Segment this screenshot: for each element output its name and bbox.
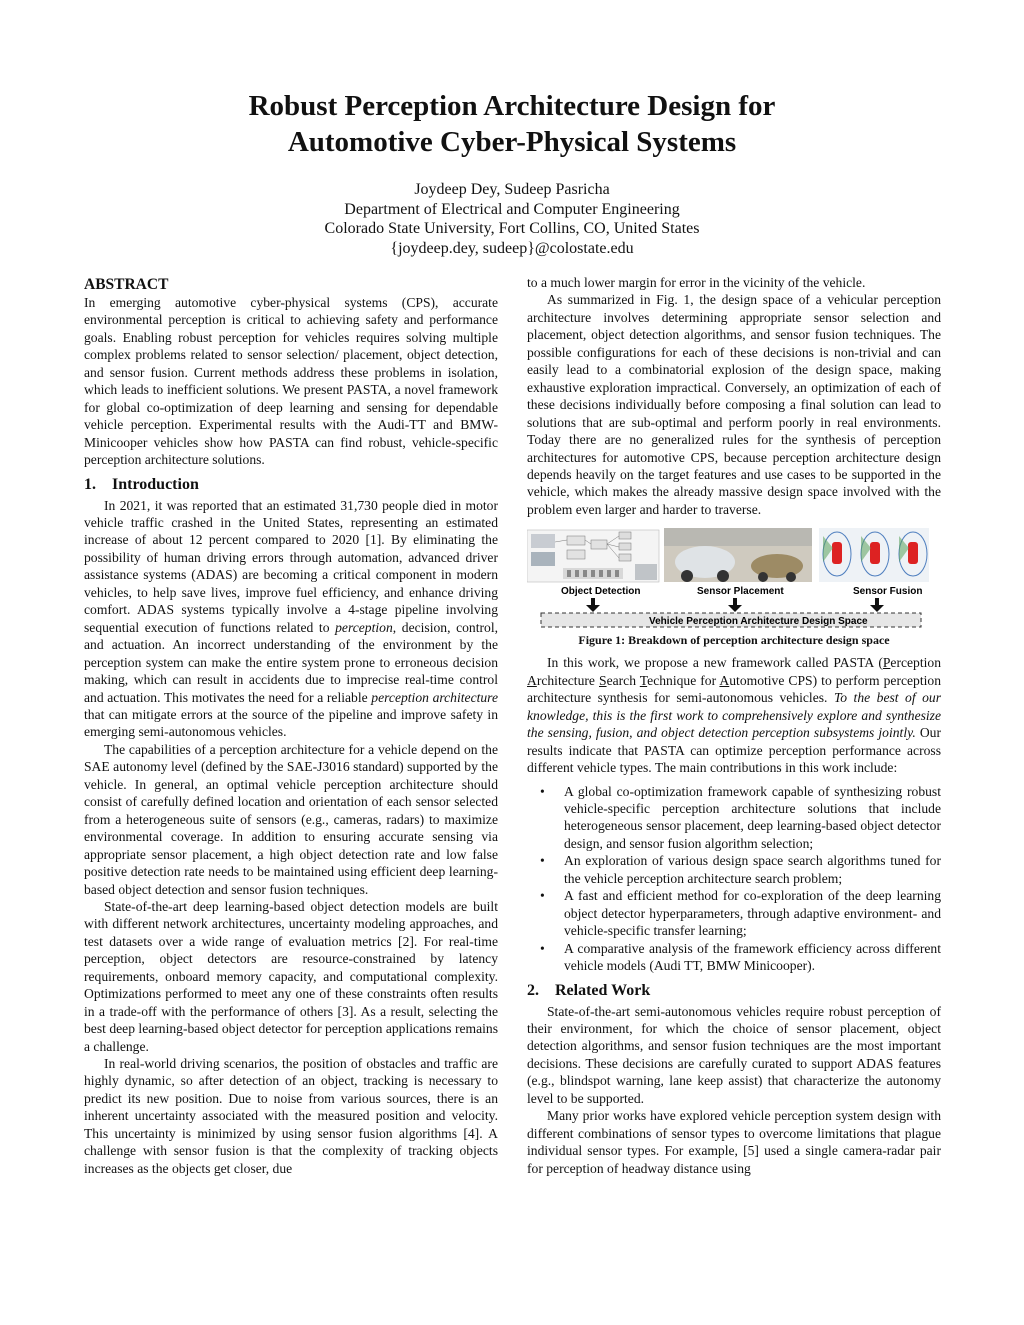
list-item-text: A global co-optimization framework capable of synthesizing robust vehicle-specific perception architecture solutions that include heterogeneous sensor placement, deep learning-based object detector design, and sensor fusion algorithm selection; (564, 783, 941, 851)
work-paragraph-1 (527, 654, 941, 776)
section-heading-related-work (527, 981, 941, 1001)
emphasis-perception-architecture: perception architecture (371, 689, 498, 705)
label-object-detection: Object Detection (561, 586, 641, 598)
text-run: In 2021, it was reported that an estimated 31,730 people died in motor vehicle traffic crashed in the United States, representing an estimated increase of about 12 percent compared to 2020 [1]. By eliminating the possibility of human driving errors through automation, advanced driver assistance systems (ADAS) are becoming a critical component in modern vehicles, to help save lives, improve fuel efficiency, and enhance driving comfort. ADAS systems typically involve a 4-stage pipeline involving sequential execution of functions related to (84, 497, 498, 635)
intro-paragraph-2: The capabilities of a perception architecture for a vehicle depend on the SAE autonomy level (defined by the SAE-J3016 standard) supported by the vehicle. In general, an optimal vehicle perception architecture should consist of carefully defined location and orientation of each sensor selected from a heterogeneous suite of sensors (e.g., cameras, radars) to maximize environmental coverage. In addition to ensuring accurate sensing via appropriate sensor placement, a high object detection rate and low false positive detection rate needs to be maintained using efficient deep learning-based object detection and sensor fusion techniques. (84, 741, 498, 897)
label-design-space: Vehicle Perception Architecture Design Space (649, 616, 868, 628)
text-run: rchitecture (536, 672, 599, 688)
list-item (527, 783, 941, 853)
label-sensor-placement: Sensor Placement (697, 586, 784, 598)
bullet-icon: • (540, 783, 545, 799)
acronym-letter: T (639, 672, 648, 688)
text-run: earch (606, 672, 640, 688)
text-run: In this work, we propose a new framework called PASTA ( (547, 655, 883, 671)
section-number: 1. (84, 475, 96, 493)
bullet-icon: • (540, 940, 545, 956)
text-run: ) to perform perception architecture synthesis for semi-autonomous vehicles. (527, 672, 942, 706)
object-detection-panel (527, 530, 659, 582)
abstract-text: In emerging automotive cyber-physical systems (CPS), accurate environmental perception is critical to achieving safety and performance goals. Enabling robust perception for vehicles requires solving multiple complex problems related to sensor selection/ placement, object detection, and sensor fusion. Current methods address these problems in isolation, which leads to inefficient solutions. We present PASTA, a novel framework for global co-optimization of deep learning and sensing for dependable vehicle perception. Experimental results with the Audi-TT and BMW-Minicooper vehicles show how PASTA can find robust, vehicle-specific perception architecture solutions. (84, 295, 498, 468)
title-line-2: Automotive Cyber-Physical Systems (287, 126, 737, 158)
text-run: , decision, control, and actuation. An incorrect understanding of the environment by the perception system can make the entire system prone to erroneous decision making, which can result in accidents due to imprecise real-time control and actuation. This motivates the need for a reliable (84, 619, 498, 705)
acronym-letter: S (599, 672, 607, 688)
list-item-text: An exploration of various design space search algorithms tuned for the vehicle perception architecture search problem; (564, 853, 941, 886)
author-block (0, 180, 1024, 258)
sensor-fusion-panel (819, 528, 929, 582)
list-item (527, 852, 941, 887)
abstract-heading: ABSTRACT (84, 276, 169, 293)
right-column (527, 274, 941, 1177)
intro-paragraph-3: State-of-the-art deep learning-based object detection models are built with different network architectures, uncertainty modeling approaches, and test datasets over a wide range of evaluation metrics [2]. For real-time perception, object detectors are resource-constrained by latency requirements, onboard memory capacity, and computational complexity. Optimizations performed to meet any one of these constraints often results in a trade-off with the performance of others [3]. As a result, selecting the best deep learning-based object detector for perception applications remains a challenge. (84, 898, 498, 1054)
section-title: Related Work (555, 981, 651, 999)
text-run: utomotive CPS (729, 672, 813, 688)
sensor-placement-panel (664, 528, 812, 582)
title-line-1: Robust Perception Architecture Design for (248, 90, 776, 122)
intro-paragraph-1 (84, 497, 498, 741)
label-sensor-fusion: Sensor Fusion (853, 586, 923, 598)
text-run: echnique for (647, 672, 720, 688)
text-run: Our results indicate that PASTA can optimize perception performance across different vehicle types. The main contributions in this work include: (527, 725, 941, 776)
acronym-letter: A (527, 672, 537, 688)
text-run: that can mitigate errors at the source of the pipeline and improve safety in emerging semi-autonomous vehicles. (84, 706, 498, 740)
down-arrows (586, 598, 884, 612)
bullet-icon: • (540, 888, 545, 904)
acronym-letter: A (719, 672, 730, 688)
emphasis-first-work: To the best of our knowledge, this is the first work to comprehensively explore and synthesize the sensing, fusion, and object detection perception subsystems jointly. (527, 690, 941, 741)
section-heading-introduction (84, 475, 498, 495)
author-department: Department of Electrical and Computer Engineering (344, 200, 680, 218)
author-email: {joydeep.dey, sudeep}@colostate.edu (390, 239, 634, 257)
contributions-list (527, 783, 941, 975)
acronym-letter: P (882, 655, 891, 671)
intro-paragraph-4: In real-world driving scenarios, the position of obstacles and traffic are highly dynamic, so after detection of an object, tracking is necessary to predict its new position. Due to noise from various sources, there is an inherent uncertainty associated with the measured position and velocity. This uncertainty is minimized by using sensor fusion algorithms [4]. A challenge with sensor fusion is that the complexity of tracking objects increases as the objects get closer, due (84, 1056, 498, 1176)
text-run: erception (890, 655, 941, 671)
intro-paragraph-4-continued: to a much lower margin for error in the vicinity of the vehicle. (527, 275, 866, 290)
related-paragraph-1: State-of-the-art semi-autonomous vehicles require robust perception of their environment, for which the choice of sensor placement, object detection algorithms, and sensor fusion techniques are the most important decisions. These decisions are carefully curated to support ADAS features (e.g., blindspot warning, lane keep assist) that characterize the autonomy level to be supported. (527, 1003, 941, 1106)
figure-1-caption: Figure 1: Breakdown of perception architecture design space (578, 633, 890, 648)
list-item-text: A fast and efficient method for co-exploration of the deep learning object detector hyperparameters, through adaptive environment- and vehicle-specific transfer learning; (564, 888, 941, 939)
bullet-icon: • (540, 853, 545, 869)
section-title: Introduction (112, 475, 199, 493)
author-names: Joydeep Dey, Sudeep Pasricha (414, 181, 610, 198)
author-university: Colorado State University, Fort Collins, CO, United States (324, 220, 700, 237)
list-item (527, 887, 941, 939)
section-number: 2. (527, 981, 539, 999)
left-column (84, 274, 498, 1177)
figure-1 (527, 528, 941, 628)
list-item (527, 940, 941, 975)
figure-1-graphic (527, 528, 931, 628)
intro-paragraph-5: As summarized in Fig. 1, the design space of a vehicular perception architecture involves determining appropriate sensor selection and placement, object detection algorithms, and sensor fusion techniques. The possible configurations for each of these decisions is non-trivial and can easily lead to a combinatorial explosion of the design space, making exhaustive exploration impractical. Conversely, an optimization of each of these decisions individually before composing a final solution can lead to solutions that are sub-optimal and perform poorly in real environments. Today there are no generalized rules for the synthesis of perception architectures for automotive CPS, because perception architecture design depends heavily on the target features and use cases to be supported in the vehicle, which makes the already massive design space involved with the problem even larger and harder to traverse. (527, 292, 941, 517)
list-item-text: A comparative analysis of the framework efficiency across different vehicle models (Audi TT, BMW Minicooper). (564, 940, 941, 974)
emphasis-perception: perception (335, 619, 393, 635)
paper-title (0, 88, 1024, 160)
related-paragraph-2: Many prior works have explored vehicle perception system design with different combinations of sensor types to overcome limitations that plague individual sensor types. For example, [5] used a single camera-radar pair for perception of headway distance using (527, 1108, 941, 1176)
